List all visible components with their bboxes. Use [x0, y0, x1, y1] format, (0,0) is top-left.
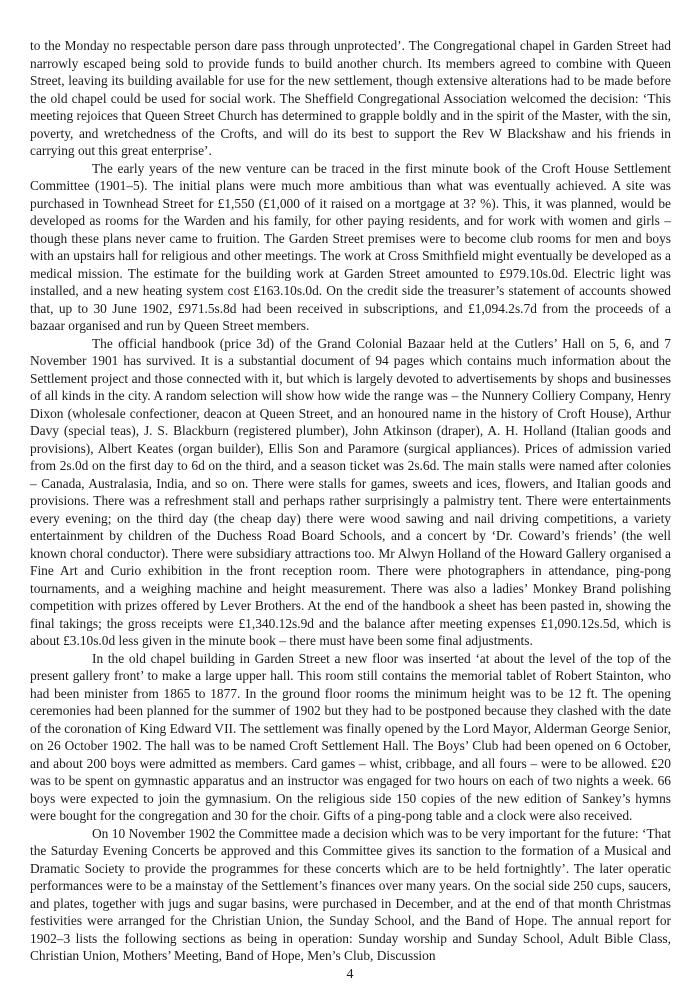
- paragraph-early-years: The early years of the new venture can be traced in the first minute book of the Croft House Settlement Committee (1901–5). The initial plans were much more ambitious than what was eventually achieved. A site was purchased in Townhead Street for £1,550 (£1,000 of it raised on a mortgage at 3? %). This, it was planned, would be developed as rooms for the Warden and his family, for other paying residents, and for work with women and girls – though these plans never came to fruition. The Garden Street premises were to become club rooms for men and boys with an upstairs hall for religious and other meetings. The work at Cross Smithfield might eventually be developed as a medical mission. The estimate for the building work at Garden Street amounted to £979.10s.0d. Electric light was installed, and a new heating system cost £163.10s.0d. On the credit side the treasurer’s statement of accounts showed that, up to 30 June 1902, £971.5s.8d had been received in subscriptions, and £1,094.2s.7d from the proceeds of a bazaar organised and run by Queen Street members.: [30, 160, 671, 333]
- body-text: [30, 37, 671, 965]
- paragraph-continuation: to the Monday no respectable person dare pass through unprotected’. The Congregational chapel in Garden Street had narrowly escaped being sold to provide funds to build another church. Its members agreed to combine with Queen Street, leaving its building available for use for the new settlement, though extensive alterations had to be made before the old chapel could be used for social work. The Sheffield Congregational Association welcomed the decision: ‘This meeting rejoices that Queen Street Church has determined to grapple boldly and in the spirit of the Master, with the sin, poverty, and wretchedness of the Crofts, and will do its best to support the Rev W Blackshaw and his friends in carrying out this great enterprise’.: [30, 38, 671, 158]
- paragraph-bazaar-handbook: The official handbook (price 3d) of the Grand Colonial Bazaar held at the Cutlers’ Hall on 5, 6, and 7 November 1901 has survived. It is a substantial document of 94 pages which contains much information about the Settlement project and those connected with it, but which is largely devoted to advertisements by shops and businesses of all kinds in the city. A random selection will show how wide the range was – the Nunnery Colliery Company, Henry Dixon (wholesale confectioner, deacon at Queen Street, and an honoured name in the history of Croft House), Arthur Davy (special teas), J. S. Blackburn (registered plumber), John Atkinson (draper), A. H. Holland (Italian goods and provisions), Albert Keates (organ builder), Ellis Son and Paramore (surgical appliances). Prices of admission varied from 2s.0d on the first day to 6d on the third, and a season ticket was 2s.6d. The main stalls were named after colonies – Canada, Australasia, India, and so on. There were stalls for games, sweets and ices, flowers, and Italian goods and provisions. There was a refreshment stall and perhaps rather surprisingly a palmistry tent. There were entertainments every evening; on the third day (the cheap day) there were wood sawing and nail driving competitions, a variety entertainment by children of the Duchess Road Board Schools, and a concert by ‘Dr. Coward’s friends’ (the well known choral conductor). There were subsidiary attractions too. Mr Alwyn Holland of the Howard Gallery organised a Fine Art and Curio exhibition in the front reception room. There were photographers in attendance, ping-pong tournaments, and a weighing machine and height measurement. There was also a ladies’ Monkey Brand polishing competition with prizes offered by Lever Brothers. At the end of the handbook a sheet has been pasted in, showing the final takings; the gross receipts were £1,340.12s.9d and the balance after meeting expenses £1,090.12s.5d, which is about £3.10s.0d less given in the minute book – there must have been some final adjustments.: [30, 335, 671, 648]
- paragraph-committee-decision: On 10 November 1902 the Committee made a decision which was to be very important for the future: ‘That the Saturday Evening Concerts be approved and this Committee gives its sanction to the formation of a Musical and Dramatic Society to provide the programmes for these concerts which are to be held fortnightly’. The later operatic performances were to be a mainstay of the Settlement’s finances over many years. On the social side 250 cups, saucers, and plates, together with jugs and sugar basins, were purchased in December, and at the end of that month Christmas festivities were arranged for the Christian Union, the Sunday School, and the Band of Hope. The annual report for 1902–3 lists the following sections as being in operation: Sunday worship and Sunday School, Adult Bible Class, Christian Union, Mothers’ Meeting, Band of Hope, Men’s Club, Discussion: [30, 825, 671, 963]
- page-number: 4: [346, 967, 354, 982]
- paragraph-garden-street-chapel: In the old chapel building in Garden Street a new floor was inserted ‘at about the level of the top of the present gallery front’ to make a large upper hall. This room still contains the memorial tablet of Robert Stainton, who had been minister from 1865 to 1877. In the ground floor rooms the minimum height was to be 12 ft. The opening ceremonies had been planned for the summer of 1902 but they had to be postponed because they clashed with the date of the coronation of King Edward VII. The settlement was finally opened by the Lord Mayor, Alderman George Senior, on 26 October 1902. The hall was to be named Croft Settlement Hall. The Boys’ Club had been opened on 6 October, and about 200 boys were admitted as members. Card games – whist, cribbage, and all fours – were to be allowed. £20 was to be spent on gymnastic apparatus and an instructor was engaged for two hours on each of two nights a week. 66 boys were expected to join the gymnasium. On the religious side 150 copies of the new edition of Sankey’s hymns were bought for the congregation and 30 for the choir. Gifts of a ping-pong table and a clock were also received.: [30, 650, 671, 823]
